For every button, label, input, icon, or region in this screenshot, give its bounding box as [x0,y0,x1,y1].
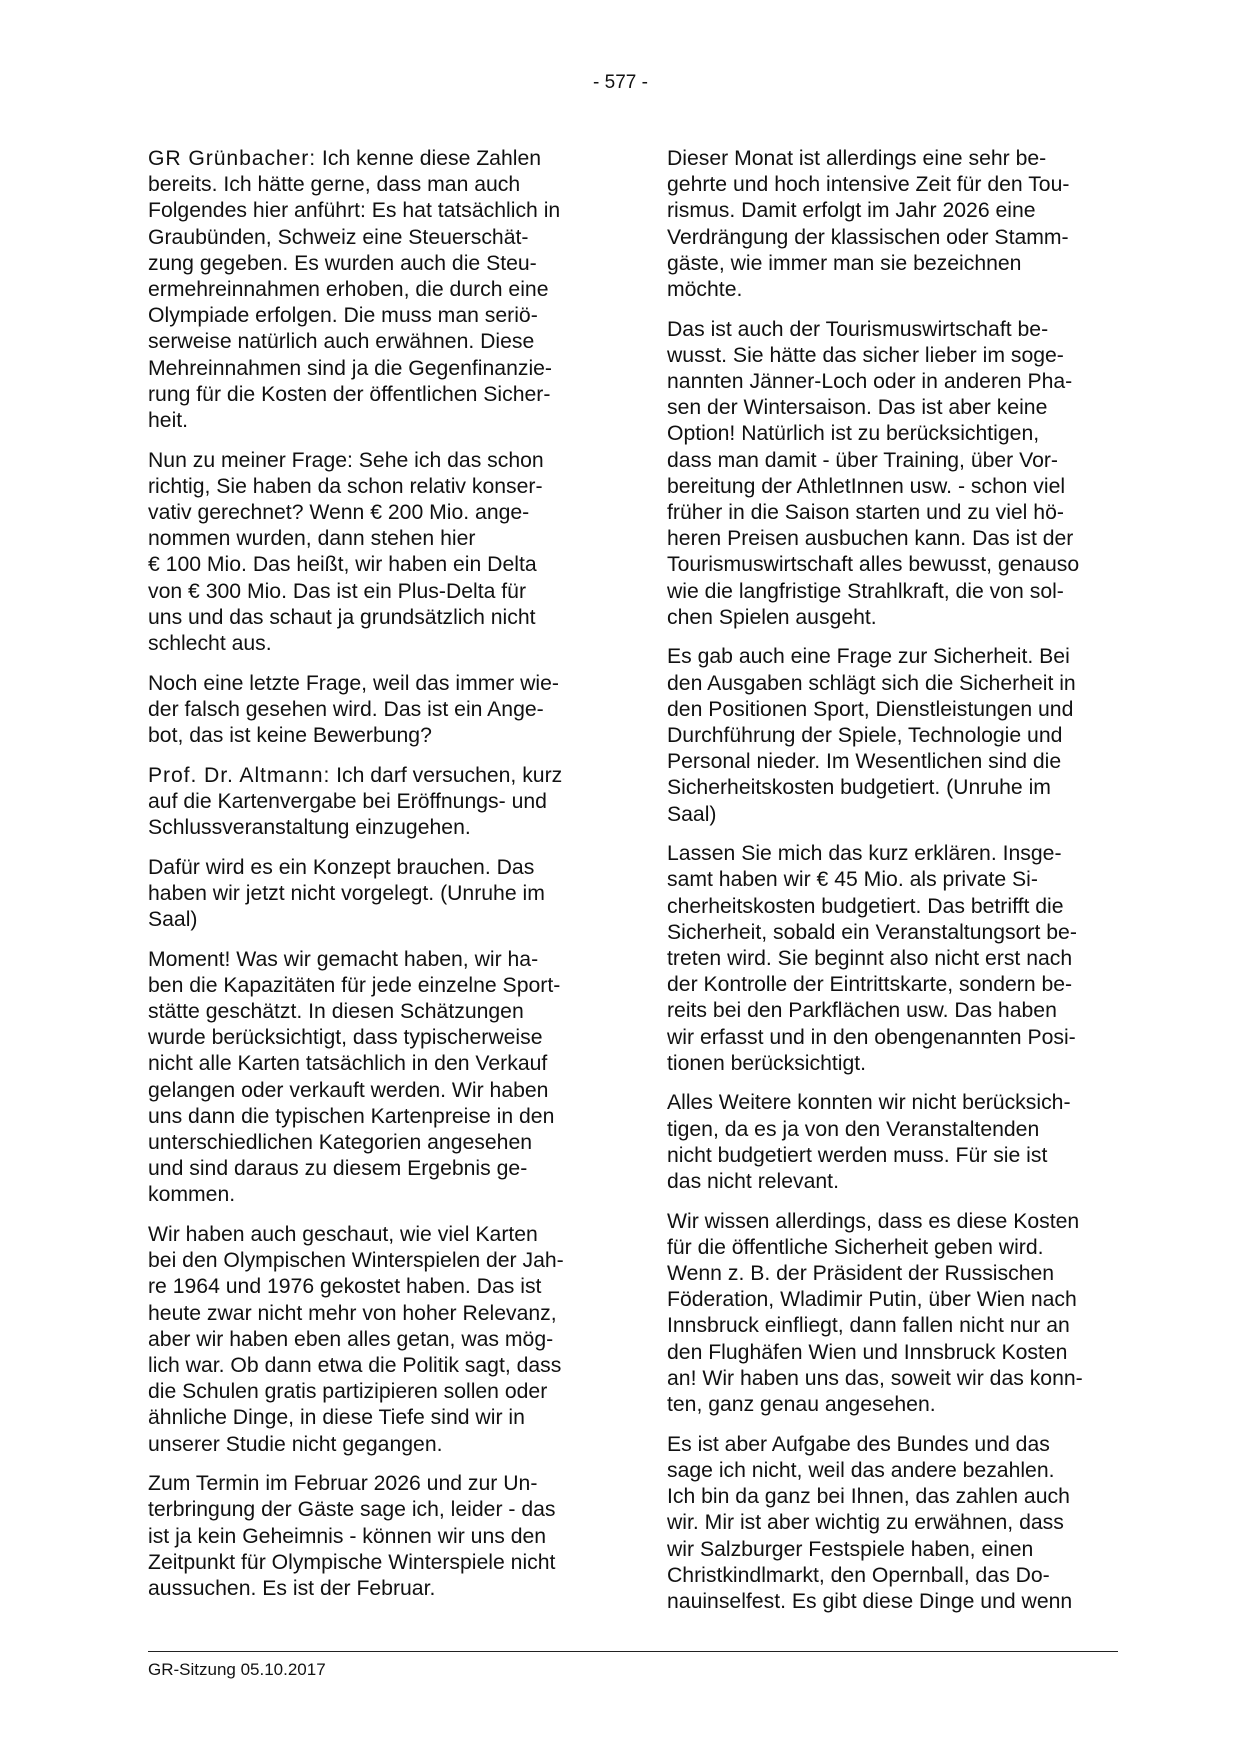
text-line: serweise natürlich auch erwähnen. Diese [148,330,535,354]
text-line: an! Wir haben uns das, soweit wir das konn- [667,1366,1083,1390]
text-line: Noch eine letzte Frage, weil das immer wie- [148,671,559,695]
text-line: aber wir haben eben alles getan, was mög- [148,1327,554,1351]
text-line: unserer Studie nicht gegangen. [148,1432,443,1456]
text-line: samt haben wir € 45 Mio. als private Si- [667,868,1038,892]
text-line: sage ich nicht, weil das andere bezahlen. [667,1458,1055,1482]
paragraph [148,448,606,658]
text-line: Dafür wird es ein Konzept brauchen. Das [148,855,535,879]
text-line: ermehreinnahmen erhoben, die durch eine [148,278,549,302]
text-line: wir erfasst und in den obengenannten Posi- [667,1025,1076,1049]
text-line: Ich bin da ganz bei Ihnen, das zahlen auch [667,1485,1070,1509]
text-line: wie die langfristige Strahlkraft, die von sol- [667,579,1064,603]
text-line: Alles Weitere konnten wir nicht berücksich- [667,1091,1071,1115]
text-line: nommen wurden, dann stehen hier [148,527,476,551]
text-line: das nicht relevant. [667,1170,839,1194]
text-line: re 1964 und 1976 gekostet haben. Das ist [148,1275,542,1299]
text-line: ähnliche Dinge, in diese Tiefe sind wir in [148,1406,525,1430]
right-column [667,146,1125,1629]
text-line: Durchführung der Spiele, Technologie und [667,724,1063,748]
text-line: Wenn z. B. der Präsident der Russischen [667,1262,1055,1286]
text-line: von € 300 Mio. Das ist ein Plus-Delta für [148,579,527,603]
text-line: chen Spielen ausgeht. [667,605,877,629]
page-number: - 577 - [593,72,648,93]
text-line: € 100 Mio. Das heißt, wir haben ein Delta [148,553,537,577]
footer-rule [148,1651,1118,1652]
text-line: den Positionen Sport, Dienstleistungen und [667,697,1074,721]
text-line: nannten Jänner-Loch oder in anderen Pha- [667,370,1073,394]
text-line: heren Preisen ausbuchen kann. Das ist der [667,527,1074,551]
text-line: Christkindlmarkt, den Opernball, das Do- [667,1563,1050,1587]
text-line: tigen, da es ja von den Veranstaltenden [667,1117,1040,1141]
text-line: Zeitpunkt für Olympische Winterspiele nicht [148,1550,556,1574]
left-column [148,146,606,1616]
paragraph [667,1432,1125,1615]
text-line: Saal) [667,802,717,826]
text-line: Verdrängung der klassischen oder Stamm- [667,225,1069,249]
text-line: Nun zu meiner Frage: Sehe ich das schon [148,448,544,472]
text-line: nicht alle Karten tatsächlich in den Verkauf [148,1052,548,1076]
paragraph [148,146,606,434]
text-line: reits bei den Parkflächen usw. Das haben [667,999,1057,1023]
paragraph [667,146,1125,303]
text-line: richtig, Sie haben da schon relativ konser- [148,474,543,498]
paragraph [148,947,606,1209]
text-line: Dieser Monat ist allerdings eine sehr be- [667,147,1047,170]
text-line: rismus. Damit erfolgt im Jahr 2026 eine [667,199,1036,223]
text-line: den Flughäfen Wien und Innsbruck Kosten [667,1340,1068,1364]
speaker-name: Prof. Dr. Altmann: [148,763,331,787]
text-line: treten wird. Sie beginnt also nicht erst nach [667,947,1073,971]
text-line: Wir wissen allerdings, dass es diese Kosten [667,1209,1080,1233]
text-line: unterschiedlichen Kategorien angesehen [148,1131,533,1155]
text-line: terbringung der Gäste sage ich, leider - das [148,1498,556,1522]
text-line: aussuchen. Es ist der Februar. [148,1577,436,1601]
paragraph [148,1222,606,1458]
text-line: ten, ganz genau angesehen. [667,1393,936,1417]
text-line: der Kontrolle der Eintrittskarte, sondern be- [667,973,1073,997]
text-line: uns und das schaut ja grundsätzlich nicht [148,605,536,629]
text-line: Olympiade erfolgen. Die muss man seriö- [148,304,538,328]
text-line: Mehreinnahmen sind ja die Gegenfinanzie- [148,356,552,380]
text-line: nicht budgetiert werden muss. Für sie ist [667,1143,1048,1167]
text-line: lich war. Ob dann etwa die Politik sagt, dass [148,1354,562,1378]
text-line: Sicherheitskosten budgetiert. (Unruhe im [667,776,1051,800]
text-line: gäste, wie immer man sie bezeichnen [667,251,1022,275]
text-line: cherheitskosten budgetiert. Das betrifft die [667,894,1064,918]
text-line: Zum Termin im Februar 2026 und zur Un- [148,1472,538,1496]
paragraph [148,671,606,750]
text-line: dass man damit - über Training, über Vor- [667,448,1058,472]
text-line: Das ist auch der Tourismuswirtschaft be- [667,317,1049,341]
paragraph [667,1090,1125,1195]
text-line: für die öffentliche Sicherheit geben wird. [667,1235,1044,1259]
text-line: Saal) [148,908,198,932]
text-line: nauinselfest. Es gibt diese Dinge und wenn [667,1589,1073,1613]
text-line: Graubünden, Schweiz eine Steuerschät- [148,225,529,249]
text-line: heute zwar nicht mehr von hoher Relevanz, [148,1301,557,1325]
text-line: Folgendes hier anführt: Es hat tatsächlich in [148,199,561,223]
text-line: wurde berücksichtigt, dass typischerweise [148,1026,543,1050]
paragraph [148,1471,606,1602]
text-line: auf die Kartenvergabe bei Eröffnungs- und [148,789,547,813]
text-line: wusst. Sie hätte das sicher lieber im soge- [667,343,1064,367]
paragraph [667,644,1125,827]
text-line: bot, das ist keine Bewerbung? [148,724,432,748]
text-line: sen der Wintersaison. Das ist aber keine [667,396,1048,420]
text-line: Innsbruck einfliegt, dann fallen nicht nur an [667,1314,1070,1338]
text-line: gelangen oder verkauft werden. Wir haben [148,1078,549,1102]
text-line: Lassen Sie mich das kurz erklären. Insge- [667,842,1062,866]
text-line: möchte. [667,278,743,302]
text-line: und sind daraus zu diesem Ergebnis ge- [148,1157,528,1181]
text-line: bei den Olympischen Winterspielen der Jah- [148,1249,564,1273]
text-line: der falsch gesehen wird. Das ist ein Ange- [148,697,544,721]
text-line: stätte geschätzt. In diesen Schätzungen [148,1000,524,1024]
text-line: die Schulen gratis partizipieren sollen oder [148,1380,548,1404]
text-line: Moment! Was wir gemacht haben, wir ha- [148,947,539,971]
text-line: tionen berücksichtigt. [667,1051,867,1075]
footer-session-date: GR-Sitzung 05.10.2017 [148,1660,326,1679]
text-line: haben wir jetzt nicht vorgelegt. (Unruhe im [148,881,545,905]
text-line: ist ja kein Geheimnis - können wir uns den [148,1524,547,1548]
text-line: ben die Kapazitäten für jede einzelne Sport- [148,973,561,997]
text-line: bereits. Ich hätte gerne, dass man auch [148,173,521,197]
text-line: zung gegeben. Es wurden auch die Steu- [148,251,537,275]
paragraph [148,855,606,934]
text-line: schlecht aus. [148,632,272,656]
text-line: Föderation, Wladimir Putin, über Wien nach [667,1288,1077,1312]
text-line: bereitung der AthletInnen usw. - schon viel [667,474,1066,498]
paragraph [667,1209,1125,1419]
text-line: Es ist aber Aufgabe des Bundes und das [667,1432,1050,1456]
text-line: Wir haben auch geschaut, wie viel Karten [148,1223,538,1247]
speaker-name: GR Grünbacher: [148,147,317,170]
text-line: Sicherheit, sobald ein Veranstaltungsort be- [667,920,1077,944]
text-line: wir. Mir ist aber wichtig zu erwähnen, dass [667,1511,1064,1535]
text-line: früher in die Saison starten und zu viel hö- [667,501,1064,525]
text-line: Ich kenne diese Zahlen [316,147,542,170]
text-line: gehrte und hoch intensive Zeit für den Tou- [667,173,1070,197]
text-line: Es gab auch eine Frage zur Sicherheit. Bei [667,645,1070,669]
text-line: rung für die Kosten der öffentlichen Sicher- [148,382,551,406]
text-line: wir Salzburger Festspiele haben, einen [667,1537,1034,1561]
text-line: Tourismuswirtschaft alles bewusst, genauso [667,553,1080,577]
text-line: Personal nieder. Im Wesentlichen sind die [667,750,1062,774]
text-line: Option! Natürlich ist zu berücksichtigen, [667,422,1040,446]
paragraph [667,841,1125,1077]
text-line: vativ gerechnet? Wenn € 200 Mio. ange- [148,501,530,525]
text-line: kommen. [148,1183,236,1207]
text-line: uns dann die typischen Kartenpreise in den [148,1104,555,1128]
text-line: Ich darf versuchen, kurz [330,763,563,787]
text-line: Schlussveranstaltung einzugehen. [148,816,471,840]
paragraph [148,763,606,842]
text-line: den Ausgaben schlägt sich die Sicherheit in [667,671,1076,695]
paragraph [667,317,1125,631]
text-line: heit. [148,409,189,433]
